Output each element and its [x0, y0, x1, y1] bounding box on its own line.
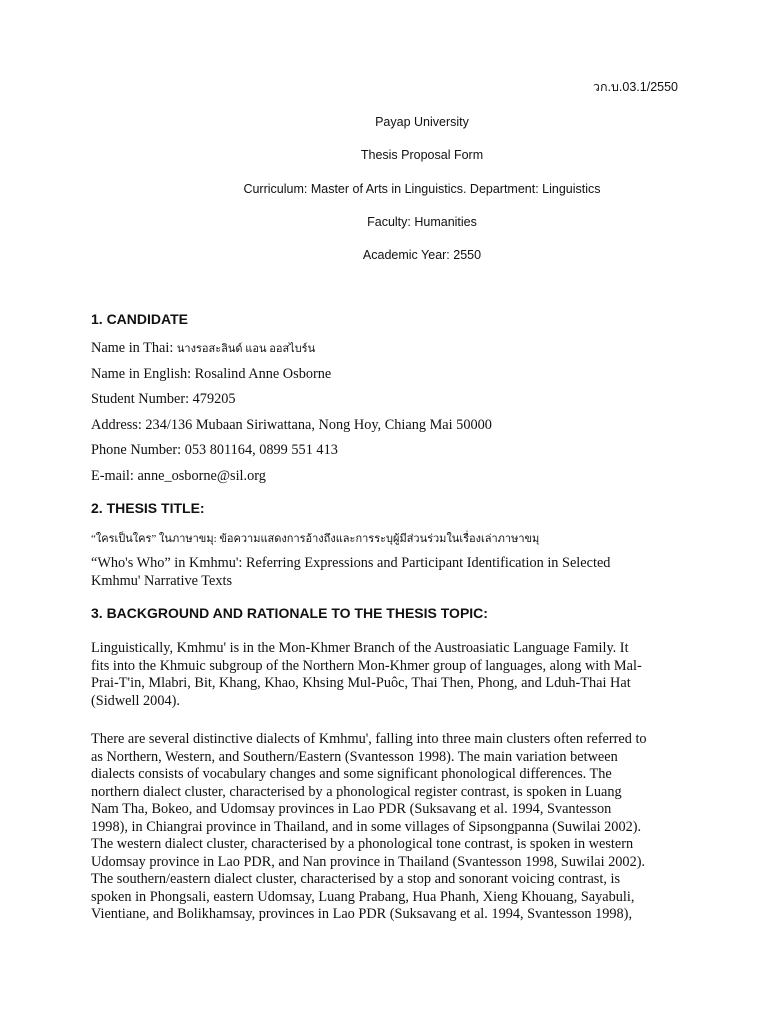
university-name: Payap University: [375, 115, 469, 129]
paragraph-line: spoken in Phongsali, eastern Udomsay, Luang Prabang, Hua Phanh, Xieng Khouang, Sayabuli,: [91, 888, 635, 905]
name-thai-value: นางรอสะลินด์ แอน ออสไบร์น: [176, 343, 316, 355]
thesis-title-thai: “ใครเป็นใคร” ในภาษาขมุ: ข้อความแสดงการอ้างถึงและการระบุผู้มีส่วนร่วมในเรื่องเล่าภาษาขมุ: [91, 533, 540, 545]
form-title: Thesis Proposal Form: [360, 148, 484, 162]
name-thai-line: [91, 339, 315, 357]
phone-line: Phone Number: 053 801164, 0899 551 413: [91, 442, 338, 458]
section-heading-thesis-title: 2. THESIS TITLE:: [91, 500, 205, 516]
paragraph-line: (Sidwell 2004).: [91, 692, 180, 709]
curriculum-line: Curriculum: Master of Arts in Linguistics. Department: Linguistics: [243, 182, 601, 196]
paragraph-line: fits into the Khmuic subgroup of the Northern Mon-Khmer group of languages, along with Mal-: [91, 657, 642, 674]
academic-year-line: Academic Year: 2550: [362, 248, 482, 262]
faculty-line: Faculty: Humanities: [367, 215, 477, 229]
paragraph-line: as Northern, Western, and Southern/Eastern (Svantesson 1998). The main variation between: [91, 748, 618, 765]
paragraph-line: Udomsay province in Lao PDR, and Nan province in Thailand (Svantesson 1998, Suwilai 2002).: [91, 853, 646, 870]
section-heading-candidate: 1. CANDIDATE: [91, 311, 188, 327]
form-code: วก.บ.03.1/2550: [592, 80, 678, 94]
background-paragraph-2: [91, 731, 686, 924]
paragraph-line: Vientiane, and Bolikhamsay, provinces in Lao PDR (Suksavang et al. 1994, Svantesson 1998),: [91, 906, 633, 922]
paragraph-line: The southern/eastern dialect cluster, characterised by a stop and sonorant voicing contrast, is: [91, 871, 621, 887]
thesis-title-english-line-1: “Who's Who” in Kmhmu': Referring Expressions and Participant Identification in Selected: [91, 555, 611, 571]
address-line: Address: 234/136 Mubaan Siriwattana, Nong Hoy, Chiang Mai 50000: [91, 417, 492, 433]
section-heading-background: 3. BACKGROUND AND RATIONALE TO THE THESIS TOPIC:: [91, 605, 488, 621]
paragraph-line: dialects consists of vocabulary changes and some significant phonological differences. The: [91, 766, 612, 782]
paragraph-line: Prai-T'in, Mlabri, Bit, Khang, Khao, Khsing Mul-Puôc, Thai Then, Phong, and Lduh-Thai Hat: [91, 675, 631, 691]
student-number-line: Student Number: 479205: [91, 391, 236, 407]
paragraph-line: 1998), in Chiangrai province in Thailand, and in some villages of Sipsongpanna (Suwilai 2002).: [91, 818, 642, 835]
background-paragraph-1: [91, 640, 686, 710]
email-line: E-mail: anne_osborne@sil.org: [91, 468, 266, 484]
name-thai-label: Name in Thai:: [91, 340, 177, 356]
thesis-title-english-line-2: Kmhmu' Narrative Texts: [91, 573, 233, 589]
paragraph-line: Linguistically, Kmhmu' is in the Mon-Khmer Branch of the Austroasiatic Language Family. It: [91, 640, 629, 656]
paragraph-line: There are several distinctive dialects of Kmhmu', falling into three main clusters often referred to: [91, 731, 647, 747]
paragraph-line: northern dialect cluster, characterised by a phonological register contrast, is spoken in Luang: [91, 783, 622, 800]
paragraph-line: Nam Tha, Bokeo, and Udomsay provinces in Lao PDR (Suksavang et al. 1994, Svantesson: [91, 801, 612, 817]
name-english-line: Name in English: Rosalind Anne Osborne: [91, 366, 332, 382]
paragraph-line: The western dialect cluster, characterised by a phonological tone contrast, is spoken in western: [91, 836, 634, 852]
